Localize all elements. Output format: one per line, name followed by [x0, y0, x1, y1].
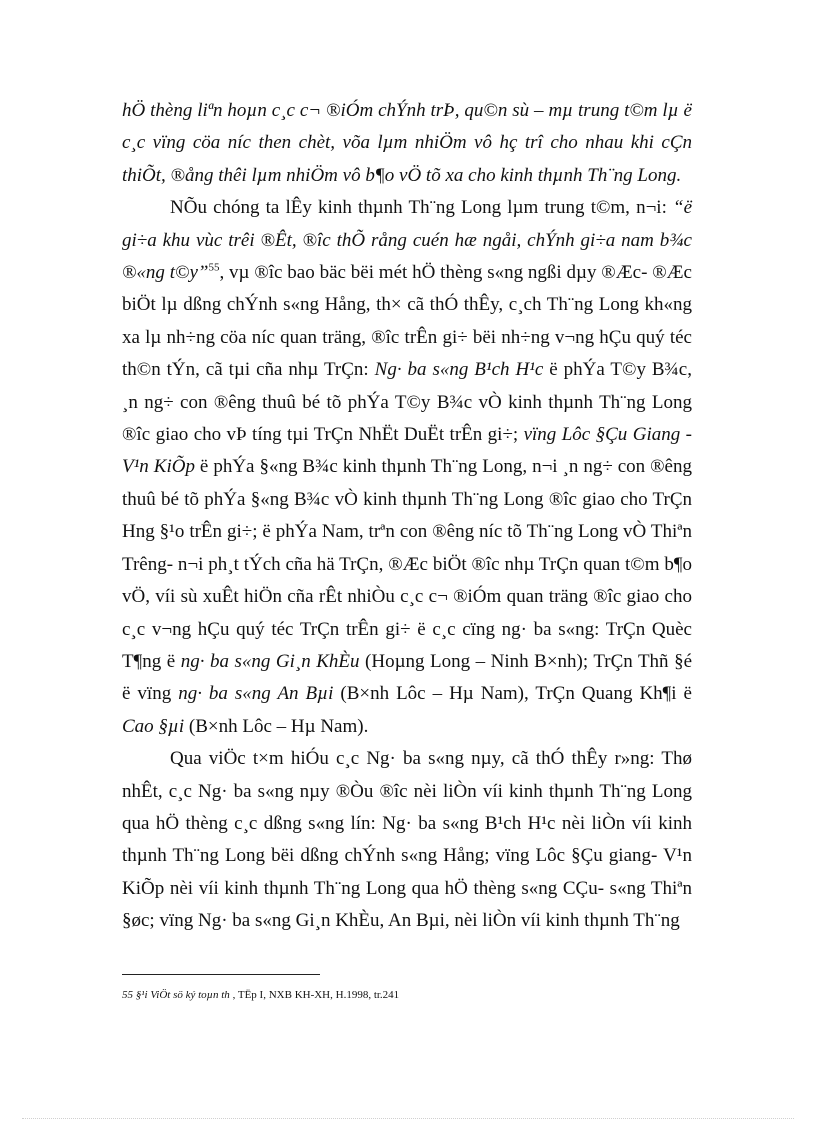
place-gian-khau: ng· ba s«ng Gi¸n KhÈu — [180, 650, 360, 672]
paragraph-1 — [122, 95, 692, 192]
place-an-bai: ng· ba s«ng An Bµi — [178, 683, 334, 705]
paragraph-1-text: hÖ thèng liªn hoµn c¸c c¬ ®iÓm chÝnh trÞ, qu©n sù – mµ trung t©m lµ ë c¸c vïng cöa níc then chèt, võa lµm nhiÖm vô hç trî cho nhau khi cÇn thiÕt, ®ång thêi lµm nhiÖm vô b¶o vÖ tõ xa cho kinh thµnh Th¨ng Long. — [122, 100, 692, 186]
paragraph-2 — [122, 192, 692, 743]
paragraph-2-text-b: , vµ ®îc bao bäc bëi mét hÖ thèng s«ng ngßi dµy ®Æc- ®Æc biÖt lµ dßng chÝnh s«ng Hång, th× cã thÓ thÊy, c¸ch Th¨ng Long kh«ng xa lµ nh÷ng cöa níc quan träng, ®îc trÊn gi÷ bëi nh÷ng v¬ng hÇu quý téc th©n tÝn, cã tµi cña nhµ TrÇn: — [122, 262, 692, 381]
paragraph-2-text-f: (B×nh Lôc – Hµ Nam), TrÇn Quang Kh¶i ë — [333, 683, 692, 705]
place-cao-dai: Cao §µi — [122, 715, 185, 737]
footnote-divider — [122, 974, 320, 975]
quotation: “ë gi÷a khu vùc trêi ®Êt, ®îc thÕ rång cuén hæ ngåi, chÝnh gi÷a nam b¾c ®«ng t©y” — [122, 197, 692, 284]
footnote-details: , TËp I, NXB KH-XH, H.1998, tr.241 — [229, 989, 400, 1001]
paragraph-2-text-d: ë phÝa §«ng B¾c kinh thµnh Th¨ng Long, n¬i ¸n ng÷ con ®êng thuû bé tõ phÝa §«ng B¾c vÒ kinh thµnh Th¨ng Long ®îc giao cho TrÇn Hng §¹o trÊn gi÷; ë phÝa Nam, trªn con ®êng níc tõ Th¨ng Long vÒ Thiªn Trêng- n¬i ph¸t tÝch cña hä TrÇn, ®Æc biÖt ®îc nhµ TrÇn quan t©m b¶o vÖ, víi sù xuÊt hiÖn cña rÊt nhiÒu c¸c c¬ ®iÓm quan träng ®îc giao cho c¸c v¬ng hÇu quý téc TrÇn trÊn gi÷ ë c¸c cïng ng· ba s«ng: TrÇn Quèc T¶ng ë — [122, 456, 692, 672]
paragraph-2-text-c: ë phÝa T©y B¾c, ¸n ng÷ con ®êng thuû bé tõ phÝa T©y B¾c vÒ kinh thµnh Th¨ng Long ®îc giao cho vÞ tíng tµi TrÇn NhËt DuËt trÊn gi÷; — [122, 359, 692, 446]
footnote-reference: 55 — [208, 261, 220, 274]
paragraph-3 — [122, 743, 692, 937]
page-bottom-border — [22, 1118, 794, 1119]
place-bach-hac: Ng· ba s«ng B¹ch H¹c — [374, 359, 544, 381]
paragraph-3-text: Qua viÖc t×m hiÓu c¸c Ng· ba s«ng nµy, cã thÓ thÊy r»ng: Thø nhÊt, c¸c Ng· ba s«ng nµy ®Òu ®îc nèi liÒn víi kinh thµnh Th¨ng Long qua hÖ thèng c¸c dßng s«ng lín: Ng· ba s«ng B¹ch H¹c nèi liÒn víi kinh thµnh Th¨ng Long bëi dßng chÝnh s«ng Hång; vïng Lôc §Çu giang- V¹n KiÕp nèi víi kinh thµnh Th¨ng Long qua hÖ thèng s«ng CÇu- s«ng Thiªn §øc; vïng Ng· ba s«ng Gi¸n KhÈu, An Bµi, nèi liÒn víi kinh thµnh Th¨ng — [122, 748, 692, 932]
place-luc-dau-giang: vïng Lôc §Çu Giang - V¹n KiÕp — [122, 424, 692, 478]
footnote-number: 55 — [122, 989, 133, 1001]
footnote-source: §¹i ViÖt sö ký toµn th — [133, 989, 230, 1001]
paragraph-2-text-a: NÕu chóng ta lÊy kinh thµnh Th¨ng Long lµm trung t©m, n¬i: — [170, 197, 673, 219]
footnote — [122, 988, 692, 1002]
paragraph-2-text-g: (B×nh Lôc – Hµ Nam). — [184, 715, 369, 737]
paragraph-2-text-e: (Hoµng Long – Ninh B×nh); TrÇn Thñ §é ë vïng — [122, 650, 693, 705]
body-text — [122, 95, 692, 938]
